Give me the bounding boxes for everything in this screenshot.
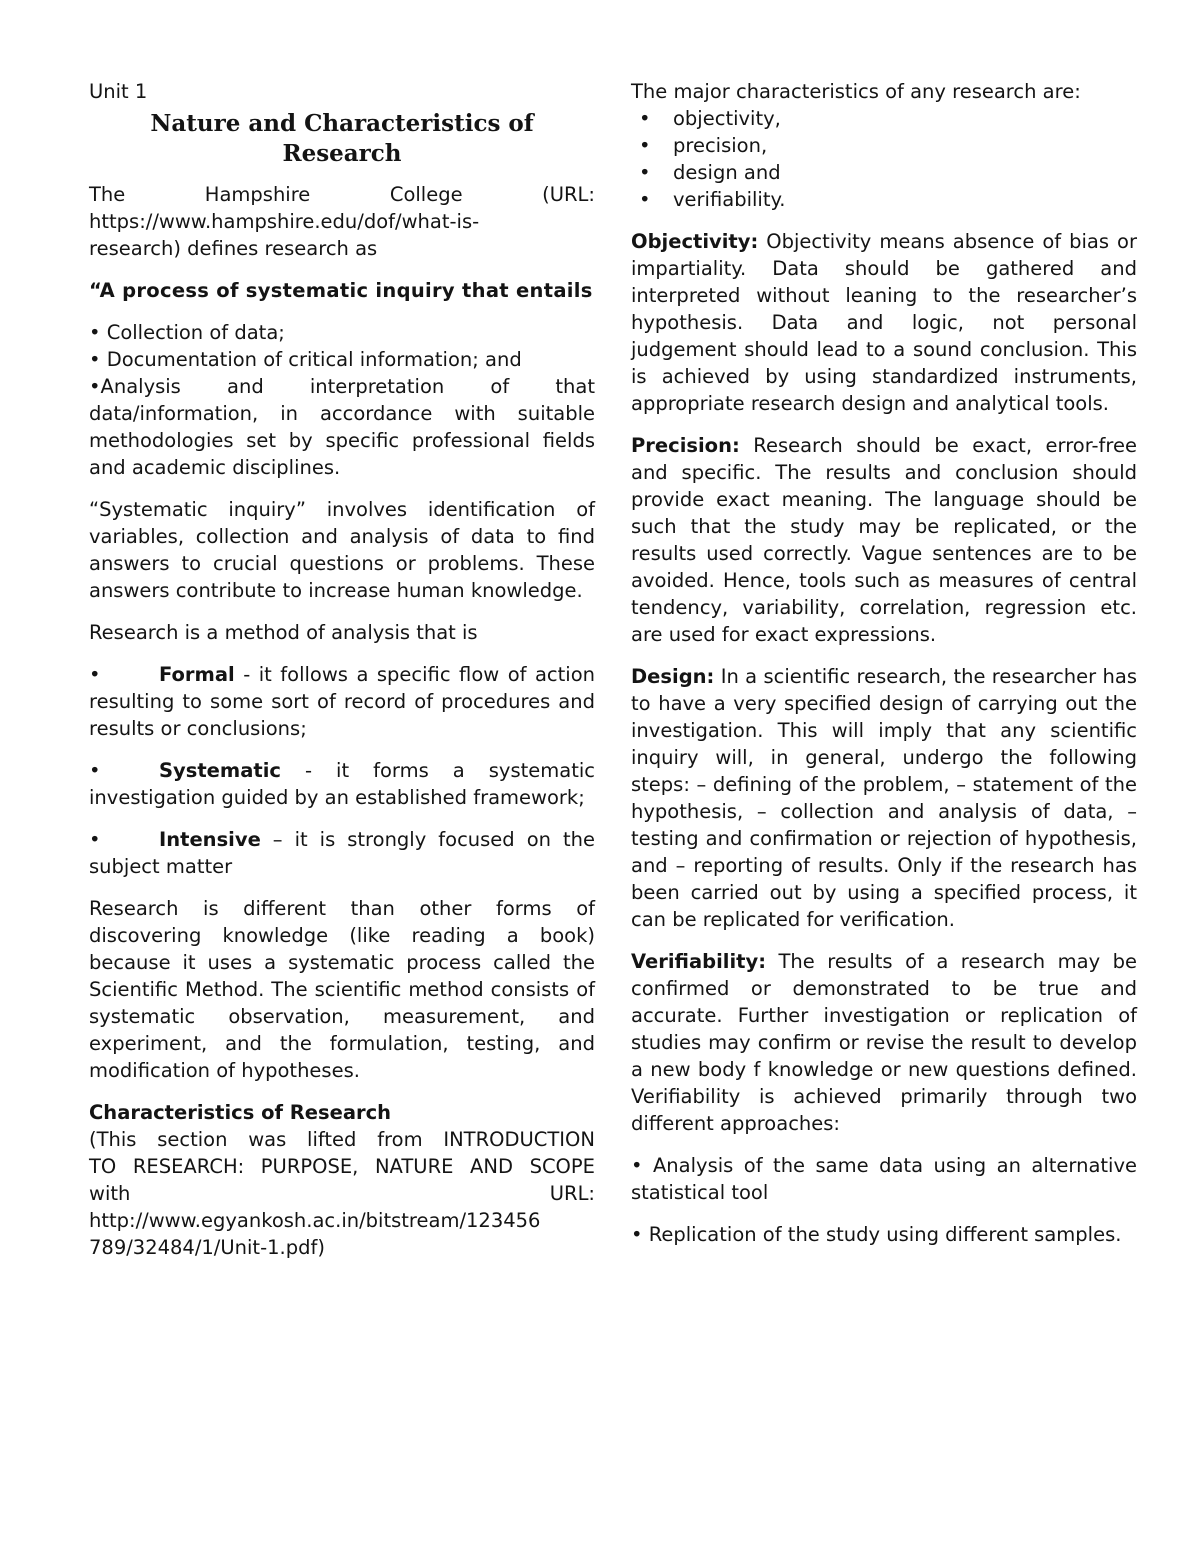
unit-label: Unit 1 [89, 80, 148, 103]
major-intro: The major characteristics of any research are: [631, 80, 1081, 103]
intro-url: https://www.hampshire.edu/dof/what-is- [89, 210, 480, 233]
source-line: TO RESEARCH: PURPOSE, NATURE AND SCOPE [89, 1155, 595, 1178]
method-item-formal [89, 661, 595, 742]
precision-paragraph [631, 432, 1137, 648]
major-characteristics-list [631, 105, 1137, 213]
objectivity-paragraph [631, 228, 1137, 417]
list-item: • precision, [673, 132, 1137, 159]
right-column [631, 78, 1137, 1263]
method-desc: – it is strongly focused on the subject matter [89, 828, 595, 878]
objectivity-label: Objectivity: [631, 230, 759, 253]
entails-item: •Analysis and interpretation of that data/information, in accordance with suitable methodologies set by specific professional fields and academic disciplines. [89, 375, 595, 479]
source-line: (This section was lifted from INTRODUCTION [89, 1128, 595, 1151]
bullet: • [89, 759, 101, 782]
list-item: • objectivity, [673, 105, 1137, 132]
method-desc: - it forms a systematic investigation guided by an established framework; [89, 759, 595, 809]
source-line: with URL: [89, 1182, 595, 1205]
method-term: Intensive [159, 828, 261, 851]
entails-item: • Collection of data; [89, 321, 285, 344]
entails-item: • Documentation of critical information; and [89, 348, 522, 371]
characteristics-heading: Characteristics of Research [89, 1101, 392, 1124]
method-intro: Research is a method of analysis that is [89, 621, 478, 644]
design-text: In a scientific research, the researcher has to have a very specified design of carrying out the investigation. This will imply that any scientific inquiry will, in general, undergo the following steps: – defining of the problem, – statement of the hypothesis, – collection and analysis of data, – testing and confirmation or rejection of hypothesis, and – reporting of results. Only if the research has been carried out by using a specified process, it can be replicated for verification. [631, 665, 1137, 931]
systematic-inquiry-paragraph: “Systematic inquiry” involves identification of variables, collection and analysis of data to find answers to crucial questions or problems. These answers contribute to increase human knowledge. [89, 498, 595, 602]
precision-label: Precision: [631, 434, 740, 457]
bullet: • [89, 828, 101, 851]
intro-line-1: The Hampshire College (URL: [89, 183, 595, 206]
entails-list [89, 319, 595, 481]
method-term: Systematic [159, 759, 281, 782]
precision-text: Research should be exact, error-free and specific. The results and conclusion should provide exact meaning. The language should be such that the study may be replicated, or the results used correctly. Vague sentences are to be avoided. Hence, tools such as measures of central tendency, variability, correlation, regression etc. are used for exact expressions. [631, 434, 1137, 646]
verifiability-paragraph [631, 948, 1137, 1137]
source-url: http://www.egyankosh.ac.in/bitstream/123456 [89, 1209, 541, 1232]
method-item-systematic [89, 757, 595, 811]
method-term: Formal [159, 663, 235, 686]
objectivity-text: Objectivity means absence of bias or impartiality. Data should be gathered and interpreted without leaning to the researcher’s hypothesis. Data and logic, not personal judgement should lead to a sound conclusion. This is achieved by using standardized instruments, appropriate research design and analytical tools. [631, 230, 1137, 415]
approach-item: • Analysis of the same data using an alternative statistical tool [631, 1154, 1137, 1204]
list-item: • design and [673, 159, 1137, 186]
bullet: • [89, 663, 101, 686]
design-paragraph [631, 663, 1137, 933]
page-title: Nature and Characteristics of Research [150, 110, 534, 167]
quote-heading: “A process of systematic inquiry that entails [89, 279, 593, 302]
intro-paragraph [89, 181, 595, 262]
verifiability-text: The results of a research may be confirmed or demonstrated to be true and accurate. Further investigation or replication of studies may confirm or revise the result to develop a new body f knowledge or new questions defined. Verifiability is achieved primarily through two different approaches: [631, 950, 1137, 1135]
approach-item: • Replication of the study using different samples. [631, 1223, 1122, 1246]
source-note [89, 1126, 595, 1261]
design-label: Design: [631, 665, 715, 688]
method-item-intensive [89, 826, 595, 880]
method-desc: - it follows a specific flow of action resulting to some sort of record of procedures and results or conclusions; [89, 663, 595, 740]
source-url: 789/32484/1/Unit-1.pdf) [89, 1236, 325, 1259]
scientific-method-paragraph: Research is different than other forms of discovering knowledge (like reading a book) because it uses a systematic process called the Scientific Method. The scientific method consists of systematic observation, measurement, and experiment, and the formulation, testing, and modification of hypotheses. [89, 897, 595, 1082]
intro-line-3: research) defines research as [89, 237, 378, 260]
verifiability-label: Verifiability: [631, 950, 767, 973]
list-item: • verifiability. [673, 186, 1137, 213]
left-column [89, 78, 595, 1276]
